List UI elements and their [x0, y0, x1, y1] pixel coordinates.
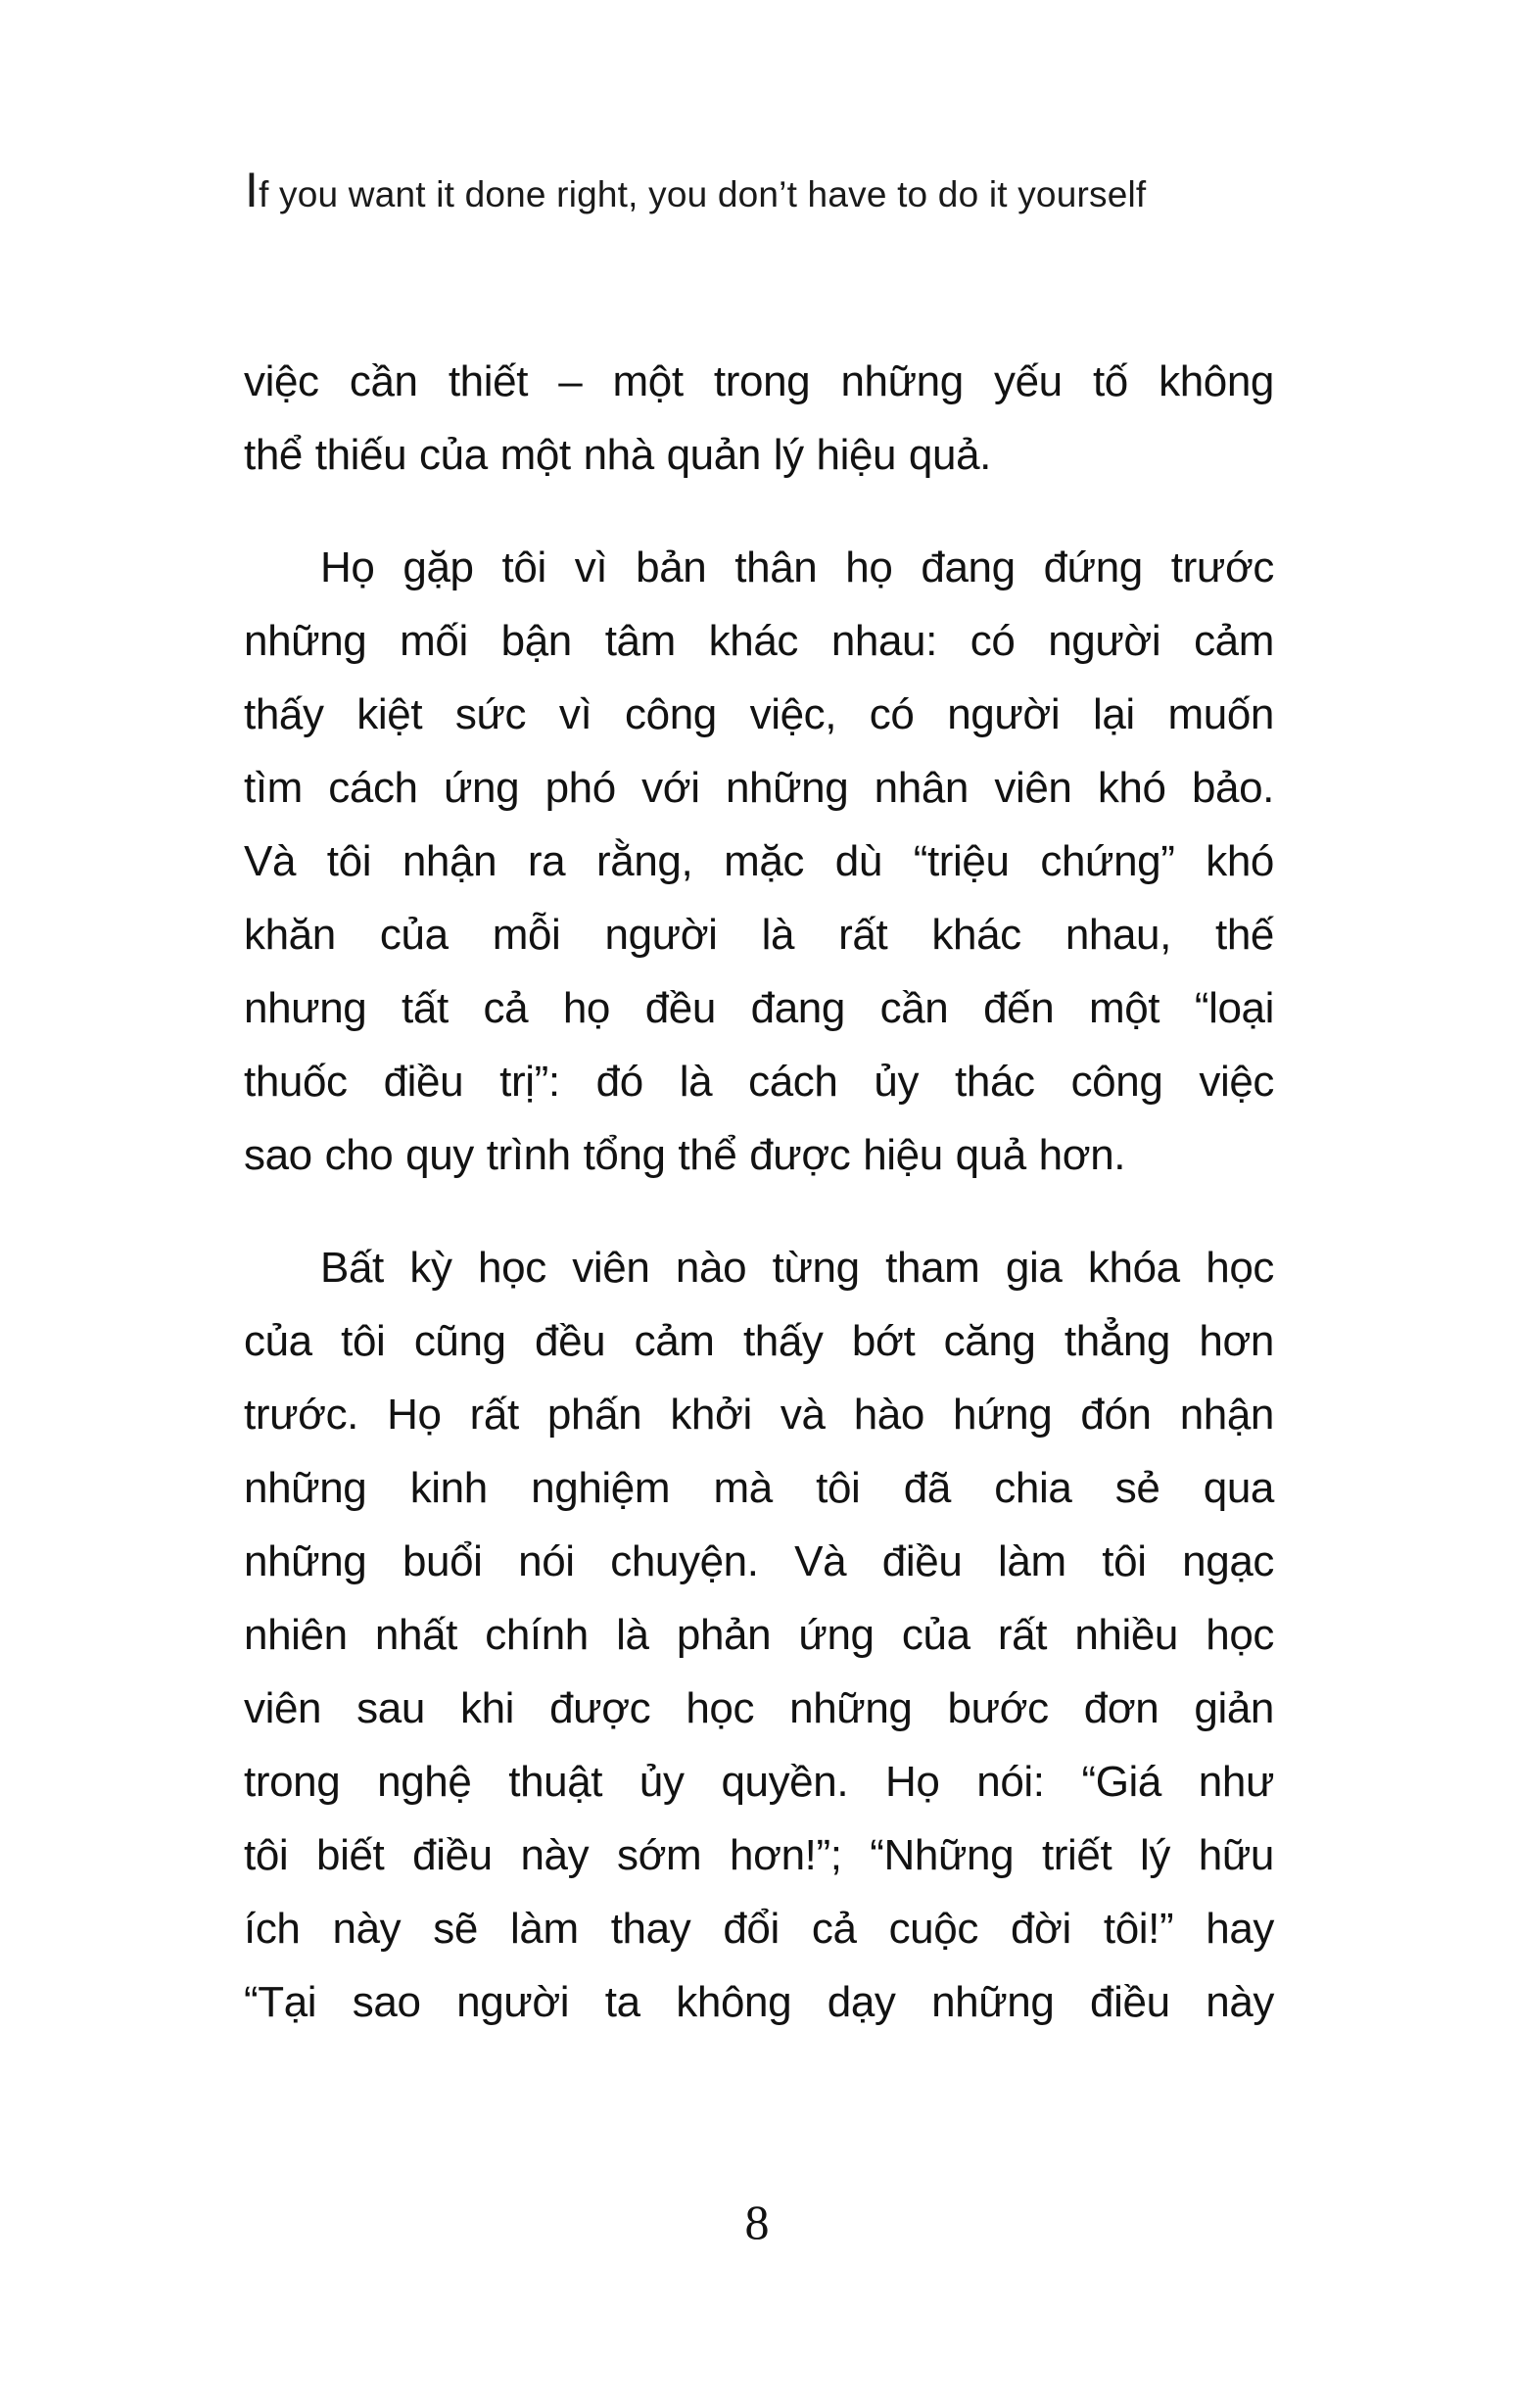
text-line: trước. Họ rất phấn khởi và hào hứng đón nhận: [244, 1391, 1274, 1439]
text-line: viên sau khi được học những bước đơn giản: [244, 1684, 1274, 1732]
header-initial: I: [245, 163, 260, 217]
page-number: 8: [744, 2195, 770, 2249]
paragraph: [244, 345, 1274, 492]
text-line: nhiên nhất chính là phản ứng của rất nhiều học: [244, 1611, 1274, 1659]
text-line: Bất kỳ học viên nào từng tham gia khóa học: [320, 1244, 1274, 1292]
paragraph: [244, 1231, 1274, 2039]
text-line: của tôi cũng đều cảm thấy bớt căng thẳng hơn: [244, 1317, 1274, 1365]
header-rest: f you want it done right, you don’t have to do it yourself: [259, 174, 1147, 214]
text-line: khăn của mỗi người là rất khác nhau, thế: [244, 911, 1274, 959]
text-line: tôi biết điều này sớm hơn!”; “Những triết lý hữu: [244, 1831, 1274, 1879]
text-line: việc cần thiết – một trong những yếu tố không: [244, 357, 1274, 405]
text-line: nhưng tất cả họ đều đang cần đến một “loại: [244, 984, 1274, 1032]
text-line: những buổi nói chuyện. Và điều làm tôi ngạc: [244, 1537, 1274, 1585]
text-line: ích này sẽ làm thay đổi cả cuộc đời tôi!” hay: [244, 1905, 1274, 1953]
text-line: thấy kiệt sức vì công việc, có người lại muốn: [244, 690, 1274, 738]
text-line: “Tại sao người ta không dạy những điều này: [244, 1978, 1274, 2026]
text-line: trong nghệ thuật ủy quyền. Họ nói: “Giá như: [244, 1758, 1274, 1806]
running-header: [245, 163, 1147, 217]
text-line: thể thiếu của một nhà quản lý hiệu quả.: [244, 431, 991, 479]
text-line: tìm cách ứng phó với những nhân viên khó bảo.: [244, 764, 1274, 812]
text-line: những mối bận tâm khác nhau: có người cảm: [244, 617, 1274, 665]
paragraph: [244, 531, 1274, 1192]
text-block: [244, 345, 1274, 2039]
text-line: Và tôi nhận ra rằng, mặc dù “triệu chứng” khó: [244, 837, 1274, 885]
text-line: Họ gặp tôi vì bản thân họ đang đứng trước: [320, 543, 1274, 591]
text-line: những kinh nghiệm mà tôi đã chia sẻ qua: [244, 1464, 1274, 1512]
text-line: thuốc điều trị”: đó là cách ủy thác công việc: [244, 1058, 1274, 1106]
text-line: sao cho quy trình tổng thể được hiệu quả hơn.: [244, 1131, 1126, 1179]
